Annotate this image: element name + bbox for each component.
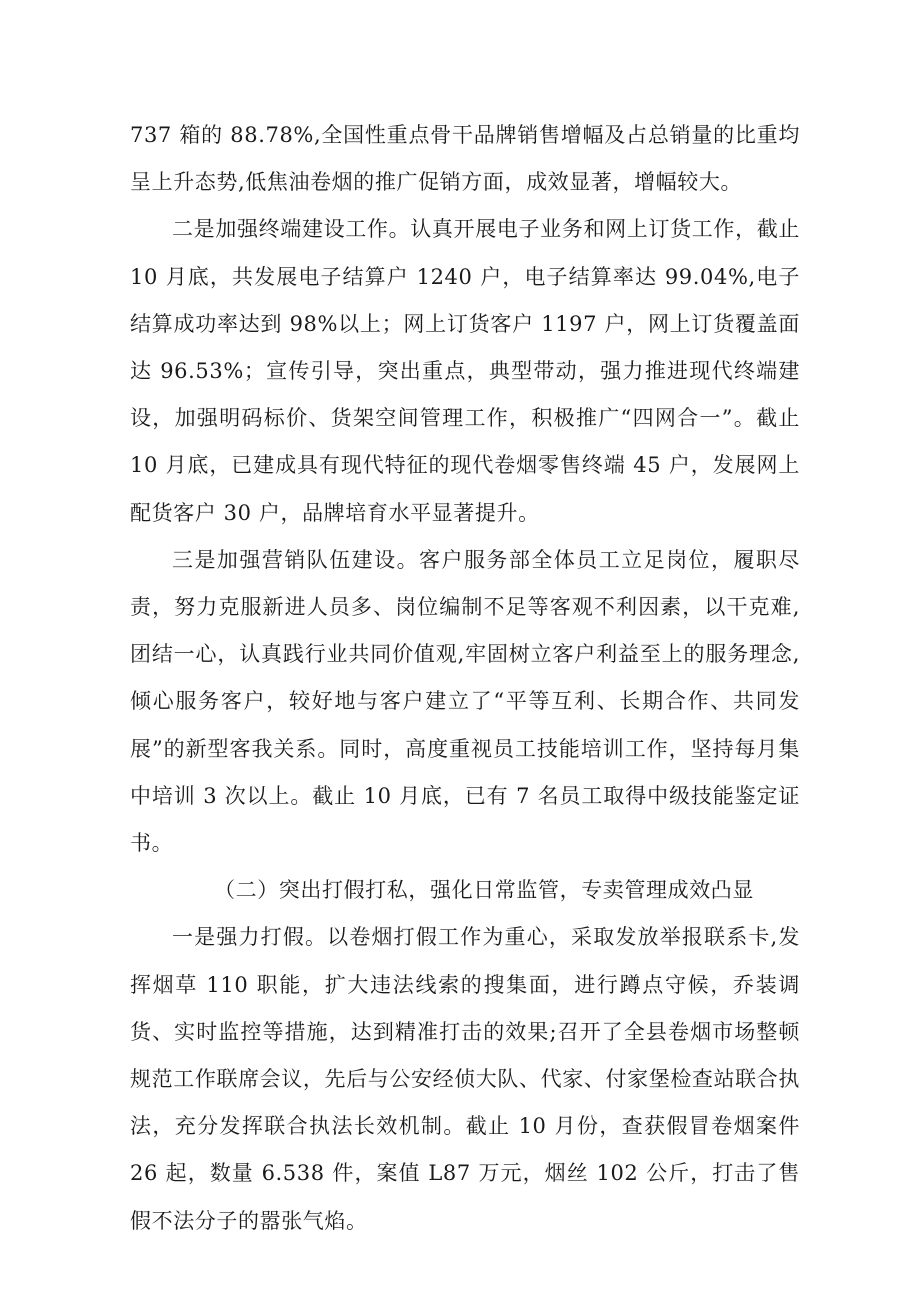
paragraph-terminal-construction: 二是加强终端建设工作。认真开展电子业务和网上订货工作，截止 10 月底，共发展电子结算户 1240 户，电子结算率达 99.04%,电子结算成功率达到 98%以上；网上订货客户 1197 户，网上订货覆盖面达 96.53%；宣传引导，突出重点，典型带动，强力推进现代终端建设，加强明码标价、货架空间管理工作，积极推广“四网合一”。截止 10 月底，已建成具有现代特征的现代卷烟零售终端 45 户，发展网上配货客户 30 户，品牌培育水平显著提升。 xyxy=(130,217,800,525)
paragraph-marketing-team: 三是加强营销队伍建设。客户服务部全体员工立足岗位，履职尽责，努力克服新进人员多、岗位编制不足等客观不利因素，以干克难,团结一心，认真践行业共同价值观,牢固树立客户利益至上的服务理念,倾心服务客户，较好地与客户建立了“平等互利、长期合作、共同发展”的新型客我关系。同时，高度重视员工技能培训工作，坚持每月集中培训 3 次以上。截止 10 月底，已有 7 名员工取得中级技能鉴定证书。 xyxy=(130,547,800,856)
section-heading: （二）突出打假打私，强化日常监管，专卖管理成效凸显 xyxy=(214,878,754,903)
document-body xyxy=(130,112,800,1245)
paragraph-continuation: 737 箱的 88.78%,全国性重点骨干品牌销售增幅及占总销量的比重均呈上升态势,低焦油卷烟的推广促销方面，成效显著，增幅较大。 xyxy=(130,123,800,195)
paragraph-anti-counterfeit: 一是强力打假。以卷烟打假工作为重心，采取发放举报联系卡,发挥烟草 110 职能，扩大违法线索的搜集面，进行蹲点守候，乔装调货、实时监控等措施，达到精准打击的效果;召开了全县卷烟市场整顿规范工作联席会议，先后与公安经侦大队、代家、付家堡检查站联合执法，充分发挥联合执法长效机制。截止 10 月份，查获假冒卷烟案件 26 起，数量 6.538 件，案值 L87 万元，烟丝 102 公斤，打击了售假不法分子的嚣张气焰。 xyxy=(130,925,800,1233)
